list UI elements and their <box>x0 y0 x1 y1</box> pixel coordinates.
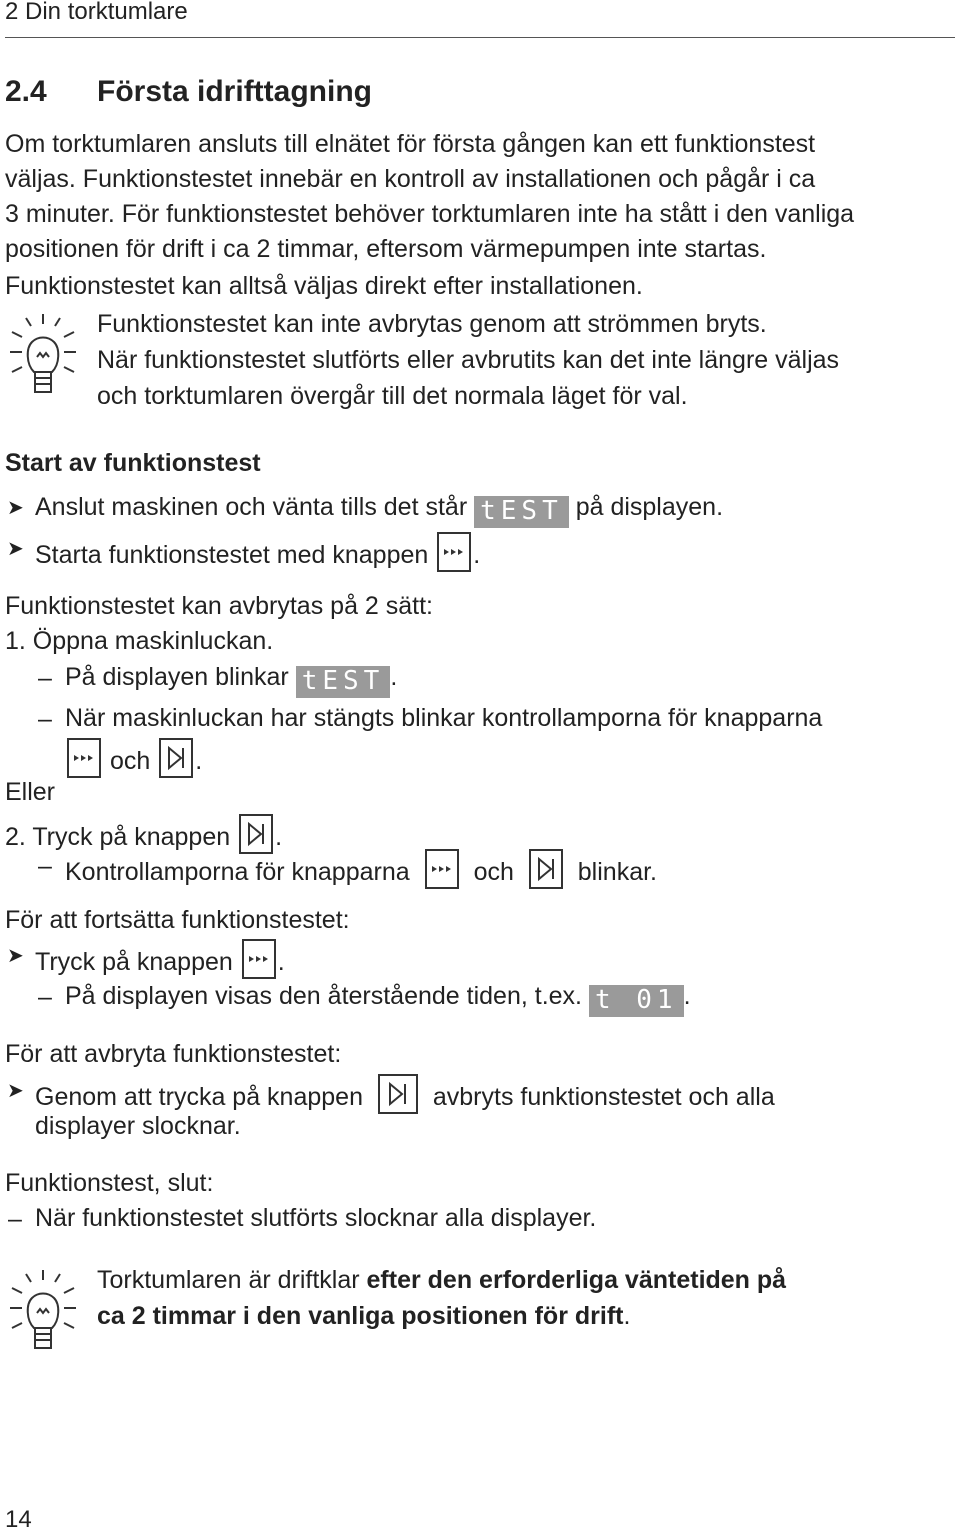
tip-line: När funktionstestet slutförts eller avbrutits kan det inte längre väljas <box>97 346 840 374</box>
start-step-1: Anslut maskinen och vänta tills det står tEST på displayen. <box>35 493 724 526</box>
start-button-icon <box>67 738 101 778</box>
abort-option-1-result: På displayen blinkar tEST . <box>65 663 398 696</box>
dash-bullet: – <box>38 983 52 1011</box>
abort-intro: Funktionstestet kan avbrytas på 2 sätt: <box>5 592 434 620</box>
abort-option-1: 1. Öppna maskinluckan. <box>5 627 274 655</box>
dash-bullet: – <box>38 664 52 692</box>
intro-line: väljas. Funktionstestet innebär en kontroll av installationen och pågår i ca <box>5 165 816 193</box>
abort-option-1-result-2: När maskinluckan har stängts blinkar kontrollamporna för knapparna <box>65 704 823 732</box>
abort-option-1-buttons: och . <box>65 738 202 778</box>
continue-step: Tryck på knappen . <box>35 939 285 979</box>
start-stop-button-icon <box>529 849 563 889</box>
display-time-readout: t 01 <box>589 985 684 1017</box>
page-number: 14 <box>5 1506 32 1533</box>
tip-line: och torktumlaren övergår till det normala läget för val. <box>97 382 688 410</box>
tip-line: Funktionstestet kan inte avbrytas genom att strömmen bryts. <box>97 310 767 338</box>
continue-heading: För att fortsätta funktionstestet: <box>5 906 350 934</box>
tip2-line-2: ca 2 timmar i den vanliga positionen för drift. <box>97 1302 631 1330</box>
section-title <box>5 74 372 110</box>
intro-line: Funktionstestet kan alltså väljas direkt efter installationen. <box>5 272 643 300</box>
dash-bullet: – <box>8 1205 22 1233</box>
start-heading: Start av funktionstest <box>5 449 261 477</box>
intro-line: Om torktumlaren ansluts till elnätet för första gången kan ett funktionstest <box>5 130 816 158</box>
start-stop-button-icon <box>378 1074 418 1114</box>
start-stop-button-icon <box>239 814 273 854</box>
section-number: 2.4 <box>5 75 47 108</box>
bullet-arrow-icon: ➤ <box>7 497 24 519</box>
bullet-arrow-icon: ➤ <box>7 1080 24 1102</box>
end-result: När funktionstestet slutförts slocknar alla displayer. <box>35 1204 597 1232</box>
start-button-icon <box>425 849 459 889</box>
dash-bullet: – <box>38 705 52 733</box>
cancel-step-cont: displayer slocknar. <box>35 1112 241 1140</box>
abort-option-2: 2. Tryck på knappen . <box>5 814 282 854</box>
display-test-readout: tEST <box>296 666 391 698</box>
cancel-heading: För att avbryta funktionstestet: <box>5 1040 342 1068</box>
continue-result: På displayen visas den återstående tiden, t.ex. t 01 . <box>65 982 691 1015</box>
start-stop-button-icon <box>159 738 193 778</box>
start-button-icon <box>437 532 471 572</box>
start-button-icon <box>242 939 276 979</box>
cancel-step: Genom att trycka på knappen avbryts funktionstestet och alla <box>35 1074 775 1114</box>
section-heading: Första idrifttagning <box>97 75 372 108</box>
bullet-arrow-icon: ➤ <box>7 945 24 967</box>
intro-line: positionen för drift i ca 2 timmar, eftersom värmepumpen inte startas. <box>5 235 767 263</box>
lightbulb-tip-icon <box>8 312 78 402</box>
header-divider <box>5 37 955 38</box>
start-step-2: Starta funktionstestet med knappen . <box>35 532 480 572</box>
display-test-readout: tEST <box>474 496 569 528</box>
end-heading: Funktionstest, slut: <box>5 1169 214 1197</box>
intro-line: 3 minuter. För funktionstestet behöver torktumlaren inte ha stått i den vanliga <box>5 200 855 228</box>
bullet-arrow-icon: ➤ <box>7 538 24 560</box>
lightbulb-tip-icon <box>8 1268 78 1358</box>
or-text: Eller <box>5 778 56 806</box>
tip2-line-1: Torktumlaren är driftklar efter den erforderliga väntetiden på <box>97 1266 787 1294</box>
dash-bullet: – <box>38 852 52 880</box>
chapter-header: 2 Din torktumlare <box>5 0 188 25</box>
abort-option-2-result: Kontrollamporna för knapparna och blinkar. <box>65 849 657 889</box>
